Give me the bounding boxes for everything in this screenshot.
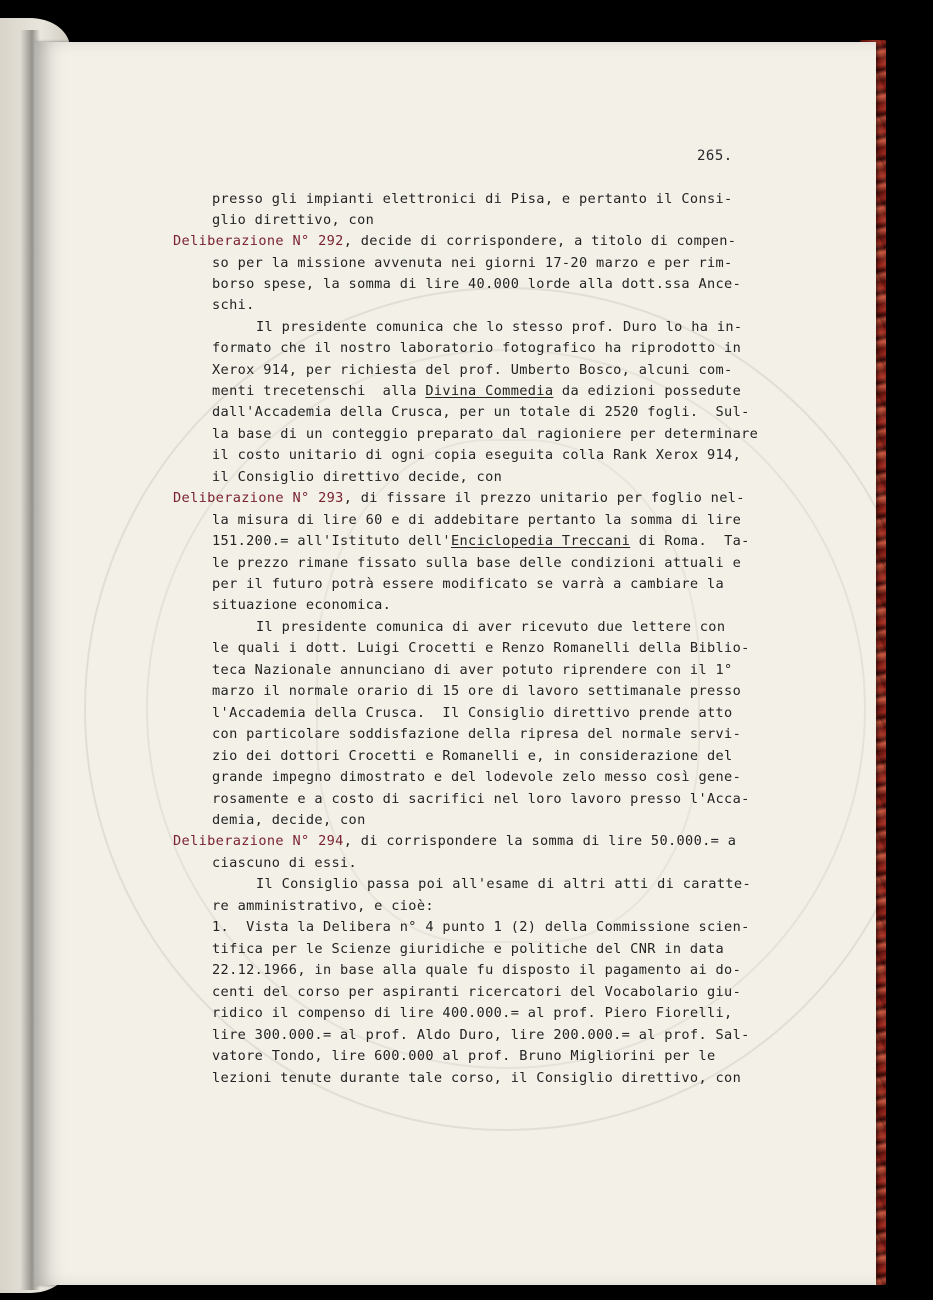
text-line: ciascuno di essi. [212,855,358,871]
text-line: marzo il normale orario di 15 ore di lavoro settimanale presso [212,683,742,699]
text-line: Il presidente comunica di aver ricevuto due lettere con [256,619,726,635]
text-line: tifica per le Scienze giuridiche e politiche del CNR in data [212,941,725,957]
text-line: Xerox 914, per richiesta del prof. Umberto Bosco, alcuni com- [212,362,733,378]
text-segment: da edizioni possedute [553,383,742,399]
text-segment: menti trecetenschi alla [212,383,426,399]
text-line: teca Nazionale annunciano di aver potuto riprendere con il 1° [212,662,733,678]
text-line: vatore Tondo, lire 600.000 al prof. Bruno Migliorini per le [212,1048,716,1064]
text-line: so per la missione avvenuta nei giorni 17-20 marzo e per rim- [212,255,733,271]
text-segment: , di fissare il prezzo unitario per foglio nel- [343,490,745,506]
text-line: Il Consiglio passa poi all'esame di altri atti di caratte- [256,876,751,892]
text-line: grande impegno dimostrato e del lodevole zelo messo così gene- [212,769,742,785]
text-line: la misura di lire 60 e di addebitare pertanto la somma di lire [212,512,742,528]
text-line: schi. [212,297,255,313]
text-segment: , decide di corrispondere, a titolo di compen- [343,233,737,249]
underlined-title: Enciclopedia Treccani [450,533,631,549]
text-line: Il presidente comunica che lo stesso prof. Duro lo ha in- [256,319,743,335]
text-line: glio direttivo, con [212,212,375,228]
text-line: il costo unitario di ogni copia eseguita colla Rank Xerox 914, [212,447,742,463]
text-line: le quali i dott. Luigi Crocetti e Renzo Romanelli della Biblio- [212,640,750,656]
deliberation-label: Deliberazione N° 294 [173,833,344,849]
text-line: ridico il compenso di lire 400.000.= al prof. Piero Fiorelli, [212,1005,733,1021]
text-line: dall'Accademia della Crusca, per un totale di 2520 fogli. Sul- [212,404,750,420]
text-line [173,833,736,849]
text-line: con particolare soddisfazione della ripresa del normale servi- [212,726,742,742]
text-line: presso gli impianti elettronici di Pisa, e pertanto il Consi- [212,191,733,207]
text-line: la base di un conteggio preparato dal ragioniere per determinare [212,426,759,442]
document-page [34,42,876,1285]
deliberation-label: Deliberazione N° 293 [173,490,344,506]
deliberation-label: Deliberazione N° 292 [173,233,344,249]
underlined-title: Divina Commedia [425,383,554,399]
text-line: borso spese, la somma di lire 40.000 lorde alla dott.ssa Ance- [212,276,742,292]
text-line [212,533,750,549]
text-line: per il futuro potrà essere modificato se varrà a cambiare la [212,576,725,592]
text-line: 1. Vista la Delibera n° 4 punto 1 (2) della Commissione scien- [212,919,750,935]
text-line: formato che il nostro laboratorio fotografico ha riprodotto in [212,340,742,356]
text-segment: 151.200.= all'Istituto dell' [212,533,451,549]
text-line: centi del corso per aspiranti ricercatori del Vocabolario giu- [212,984,742,1000]
text-line: situazione economica. [212,597,392,613]
text-line: l'Accademia della Crusca. Il Consiglio direttivo prende atto [212,705,733,721]
text-line: lezioni tenute durante tale corso, il Consiglio direttivo, con [212,1070,742,1086]
text-line: lire 300.000.= al prof. Aldo Duro, lire 200.000.= al prof. Sal- [212,1027,750,1043]
text-line: rosamente e a costo di sacrifici nel loro lavoro presso l'Acca- [212,791,750,807]
text-line: re amministrativo, e cioè: [212,898,434,914]
page-number: 265. [697,148,733,164]
text-segment: , di corrispondere la somma di lire 50.000.= a [343,833,737,849]
text-line: zio dei dottori Crocetti e Romanelli e, in considerazione del [212,748,733,764]
text-line [212,383,741,399]
text-line: il Consiglio direttivo decide, con [212,469,503,485]
text-line [173,233,736,249]
text-segment: di Roma. Ta- [630,533,750,549]
text-line: demia, decide, con [212,812,366,828]
text-line: le prezzo rimane fissato sulla base delle condizioni attuali e [212,555,742,571]
text-line [173,490,745,506]
text-line: 22.12.1966, in base alla quale fu disposto il pagamento ai do- [212,962,742,978]
